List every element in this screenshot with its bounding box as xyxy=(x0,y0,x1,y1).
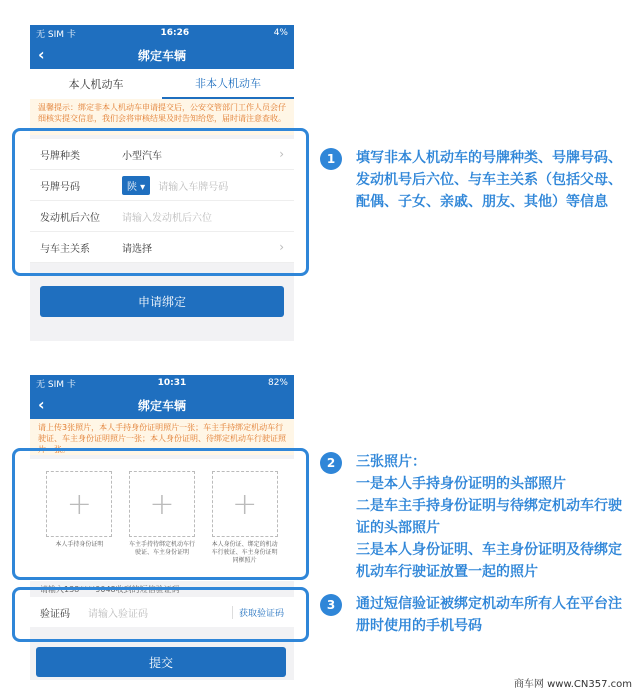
plate-number-label: 号牌号码 xyxy=(40,181,80,193)
engine-number-input[interactable]: 请输入发动机后六位 xyxy=(122,212,212,224)
chevron-right-icon: › xyxy=(279,147,284,161)
upload-caption: 本人手持身份证明 xyxy=(55,541,104,548)
owner-relation-value: 请选择 xyxy=(122,243,152,255)
battery-level: 82% xyxy=(267,378,288,388)
battery-level: 4% xyxy=(273,28,288,38)
page-title: 绑定车辆 xyxy=(137,398,186,413)
apply-bind-button[interactable]: 申请绑定 xyxy=(40,286,284,317)
step-description-3: 通过短信验证被绑定机动车所有人在平台注册时使用的手机号码 xyxy=(356,596,622,634)
tab-other-vehicle[interactable]: 非本人机动车 xyxy=(162,69,294,99)
back-arrow-icon[interactable]: ‹ xyxy=(38,45,45,64)
submit-button[interactable]: 提交 xyxy=(36,647,286,677)
province-value: 陕 xyxy=(127,181,137,193)
engine-number-label: 发动机后六位 xyxy=(40,212,100,224)
plus-icon[interactable]: + xyxy=(129,471,195,537)
province-select[interactable]: 陕 ▾ xyxy=(122,176,150,195)
watermark: 商车网 www.CN357.com xyxy=(513,679,632,690)
status-bar xyxy=(30,375,294,391)
carrier-label: 无 SIM 卡 xyxy=(36,29,76,40)
highlight-box-3 xyxy=(12,587,309,642)
step-number-3: 3 xyxy=(320,594,342,616)
upload-caption: 本人身份证、绑定的机动车行驶证、车主身份证明同框照片 xyxy=(211,541,278,564)
step-description-2: 三张照片： 一是本人手持身份证明的头部照片 二是车主手持身份证明与待绑定机动车行驶证的头部照片 三是本人身份证明、车主身份证明及待绑定机动车行驶证放置一起的照片 xyxy=(356,454,622,580)
step-description-1: 填写非本人机动车的号牌种类、号牌号码、发动机号后六位、与车主关系（包括父母、配偶、子女、亲戚、朋友、其他）等信息 xyxy=(356,150,622,210)
highlight-box-1 xyxy=(12,128,309,276)
highlight-box-2 xyxy=(12,448,309,580)
sms-note: 请输入138****9048收到的短信验证码 xyxy=(40,585,180,594)
plate-type-label: 号牌种类 xyxy=(40,150,80,162)
tab-bar xyxy=(30,69,294,99)
plate-number-input[interactable]: 请输入车牌号码 xyxy=(158,181,229,193)
sms-code-label: 验证码 xyxy=(40,608,70,620)
status-bar xyxy=(30,25,294,41)
step-number-1: 1 xyxy=(320,148,342,170)
upload-caption: 车主手持待绑定机动车行驶证、车主身份证明 xyxy=(128,541,195,556)
notice-text: 温馨提示：绑定非本人机动车申请提交后，公安交管部门工作人员会仔细核实提交信息，我们会将审核结果及时告知给您，届时请注意查收。 xyxy=(30,99,294,135)
clock: 10:31 xyxy=(157,378,187,388)
plus-icon[interactable]: + xyxy=(212,471,278,537)
chevron-right-icon: › xyxy=(279,240,284,254)
back-arrow-icon[interactable]: ‹ xyxy=(38,395,45,414)
nav-bar xyxy=(30,41,294,69)
plus-icon[interactable]: + xyxy=(46,471,112,537)
sms-code-input[interactable]: 请输入验证码 xyxy=(88,608,148,620)
plate-type-value: 小型汽车 xyxy=(122,150,162,162)
owner-relation-label: 与车主关系 xyxy=(40,243,90,255)
get-code-button[interactable]: 获取验证码 xyxy=(232,606,284,619)
carrier-label: 无 SIM 卡 xyxy=(36,379,76,390)
page-title: 绑定车辆 xyxy=(137,48,186,63)
step-number-2: 2 xyxy=(320,452,342,474)
tab-own-vehicle[interactable]: 本人机动车 xyxy=(68,78,124,91)
notice-text: 请上传3张照片，本人手持身份证明照片一张；车主手持绑定机动车行驶证、车主身份证明照片一张；本人身份证明、待绑定机动车行驶证照片一张。 xyxy=(30,419,294,455)
clock: 16:26 xyxy=(160,28,190,38)
nav-bar xyxy=(30,391,294,419)
